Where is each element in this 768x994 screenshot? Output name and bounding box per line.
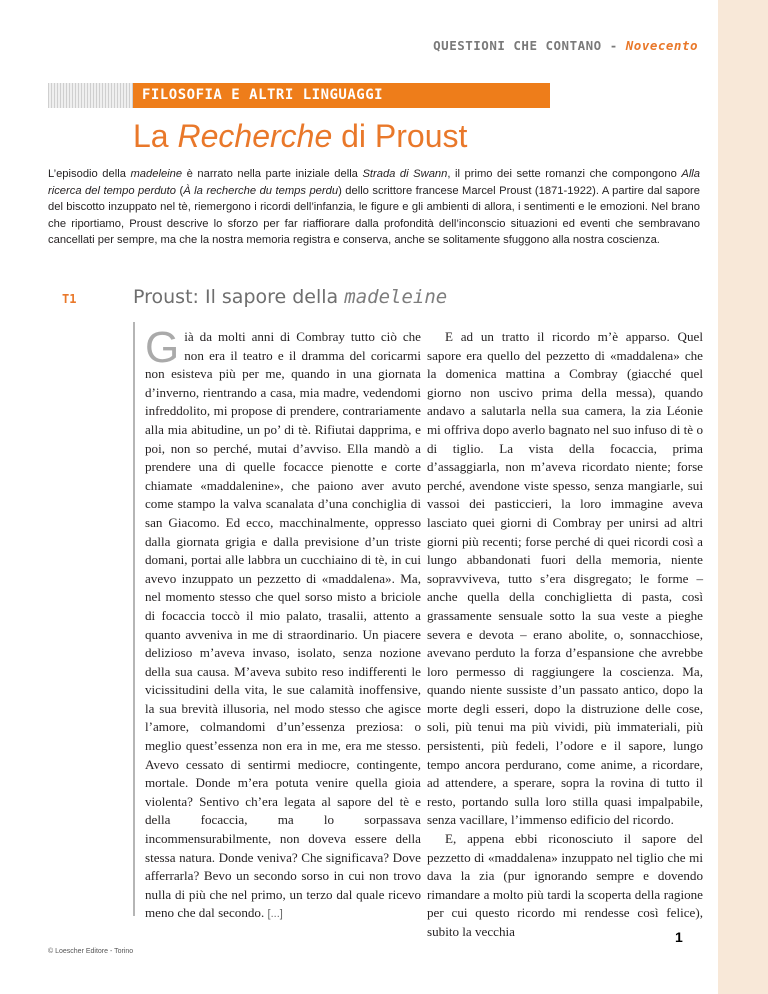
page-number: 1 <box>675 929 683 945</box>
text-column-1 <box>145 323 421 924</box>
paragraph-text: ià da molti anni di Combray tutto ciò che non era il teatro e il dramma del coricarmi non esisteva più per me, quando in una giornata d’inverno, rientrando a casa, mia madre, vedendomi infreddolito, mi propose di prendere, contrariamente alla mia abitudine, un po’ di tè. Rifiutai dapprima, e poi, non so perché, mutai d’avviso. Ella mandò a prendere una di quelle focacce pienotte e corte chiamate «maddalenine», che paiono aver avuto come stampo la valva scanalata d’una conchiglia di san Giacomo. Ed ecco, macchinalmente, oppresso dalla giornata grigia e dalla previsione d’un triste domani, portai alle labbra un cucchiaino di tè, in cui avevo inzuppato un pezzetto di «maddalena». Ma, nel momento stesso che quel sorso misto a briciole di focaccia toccò il mio palato, trasalii, attento a quanto avveniva in me di straordinario. Un piacere delizioso m’aveva invaso, isolato, senza nozione della sua causa. M’aveva subito reso indifferenti le vicissitudini della vita, le sue calamità inoffensive, la sua brevità illusoria, nel modo stesso che agisce l’amore, colmandomi d’un’essenza preziosa: o meglio quest’essenza non era in me, era me stesso. Avevo cessato di sentirmi mediocre, contingente, mortale. Donde m’era potuta venire quella gioia violenta? Sentivo ch’era legata al sapore del tè e della focaccia, ma lo sorpassava incommensurabilmente, non doveva essere della stessa natura. Donde veniva? Che significava? Dove afferrarla? Bevo un secondo sorso in cui non trovo nulla di più che nel primo, un terzo dal quale ricevo meno che dal secondo. <box>145 329 421 921</box>
page-title <box>133 118 467 155</box>
subtitle-main: Proust: Il sapore della <box>133 286 345 308</box>
title-part1: La <box>133 118 178 154</box>
running-head <box>433 38 698 53</box>
text-label: T1 <box>62 292 77 306</box>
intro-em: Strada di Swann <box>362 168 448 180</box>
intro-text: L’episodio della <box>48 168 131 180</box>
decorative-side-stripe <box>718 0 768 994</box>
intro-paragraph <box>48 166 700 249</box>
publisher-footer: © Loescher Editore - Torino <box>48 948 134 955</box>
intro-em: madeleine <box>130 168 183 180</box>
drop-cap: G <box>145 323 180 372</box>
intro-text: è narrato nella parte iniziale della <box>182 168 363 180</box>
intro-text: ) dello scrittore francese Marcel Proust (1871-1922). A partire dal sapore del biscotto inzuppato nel tè, riemergono i ricordi dell’infanzia, le figure e gli ambienti di allora, i sentimenti e le emozioni. Nel brano che riportiamo, Proust descrive lo sforzo per far riaffiorare dalla profondità dell’inconscio situazioni ed eventi che sembravano cancellati per sempre, ma che la nostra memoria registra e conserva, anche se solitamente sfuggono alla nostra coscienza. <box>48 184 700 247</box>
subtitle-em: madeleine <box>344 286 448 308</box>
running-head-main: QUESTIONI CHE CONTANO - <box>433 38 626 53</box>
text-column-2 <box>427 328 703 942</box>
intro-em: À la recherche du temps perdu <box>183 184 339 197</box>
paragraph: E ad un tratto il ricordo m’è apparso. Quel sapore era quello del pezzetto di «maddalena» che la domenica mattina a Combray (giacché quel giorno non uscivo prima della messa), quando andavo a salutarla nella sua camera, la zia Léonie mi offriva dopo averlo bagnato nel suo infuso di tè o di tiglio. La vista della focaccia, prima d’assaggiarla, non m’aveva ricordato niente; forse perché, avendone viste spesso, senza mangiarle, sui vassoi dei pasticcieri, la loro immagine aveva lasciato quei giorni di Combray per unirsi ad altri giorni più recenti; forse perché di quei ricordi così a lungo abbandonati fuori della memoria, niente sopravviveva, tutto s’era disgregato; le forme – anche quella della conchiglietta di pasta, così grassamente sensuale sotto la sua veste a pieghe severa e devota – erano abolite, o, sonnacchiose, avevano perduto la forza d’espansione che avrebbe loro permesso di raggiungere la coscienza. Ma, quando niente sussiste d’un passato antico, dopo la morte degli esseri, dopo la distruzione delle cose, soli, più tenui ma più vividi, più immateriali, più persistenti, più fedeli, l’odore e il sapore, lungo tempo ancora perdurano, come anime, a ricordare, ad attendere, a sperare, sopra la rovina di tutto il resto, portando sulla loro stilla quasi impalpabile, senza vacillare, l’immenso edificio del ricordo. <box>427 329 703 828</box>
intro-text: , il primo dei sette romanzi che compongono <box>447 168 682 180</box>
intro-text: ( <box>175 184 184 197</box>
section-label: FILOSOFIA E ALTRI LINGUAGGI <box>133 83 550 108</box>
text-subtitle <box>133 286 447 308</box>
paragraph: E, appena ebbi riconosciuto il sapore del pezzetto di «maddalena» inzuppato nel tiglio che mi dava la zia (pur ignorando sempre e dovendo rimandare a molto più tardi la scoperta della ragione per cui questo ricordo mi rendesse così felice), subito la vecchia <box>427 831 703 939</box>
title-part2: di Proust <box>332 118 468 154</box>
paragraph <box>145 323 421 924</box>
omission-mark: [...] <box>267 908 283 921</box>
running-head-em: Novecento <box>625 38 698 53</box>
intro-em: Alla ricerca del tempo perduto <box>48 168 701 197</box>
column-rule <box>133 322 135 916</box>
title-em: Recherche <box>177 118 333 154</box>
